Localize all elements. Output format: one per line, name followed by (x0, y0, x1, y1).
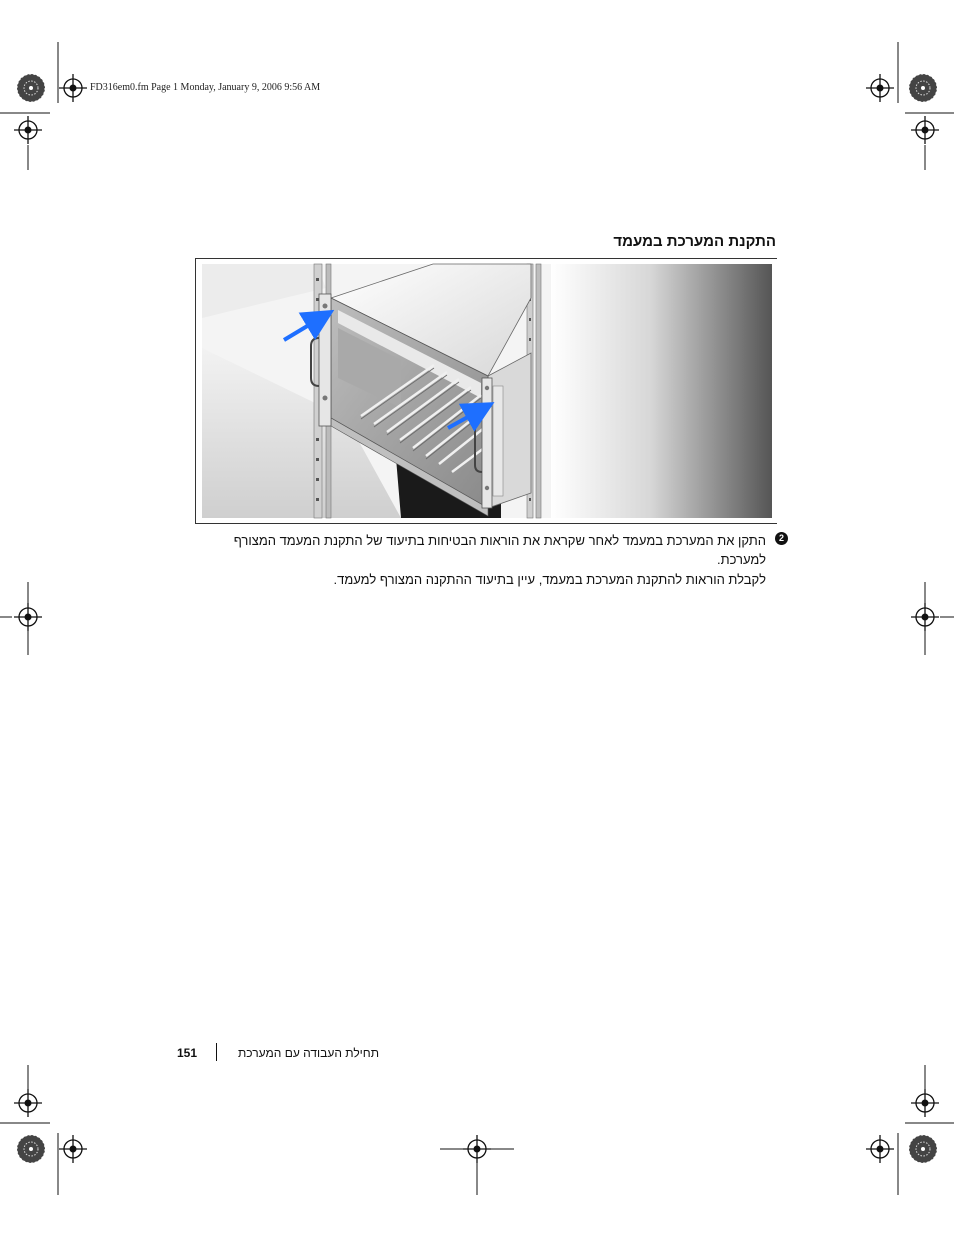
step-2 (226, 531, 784, 569)
chassis-rack-install-illustration (196, 258, 777, 524)
page-number: 151 (177, 1046, 198, 1060)
section-title: התקנת המערכת במעמד (613, 233, 776, 250)
chapter-title: תחילת העבודה עם המערכת (238, 1046, 379, 1060)
note-paragraph: לקבלת הוראות להתקנת המערכת במעמד, עיין בתיעוד ההתקנה המצורף למעמד. (333, 572, 766, 587)
step-number-badge: 2 (775, 532, 788, 545)
footer-separator (216, 1043, 217, 1061)
figure-bottom-rule (195, 523, 777, 524)
rack-install-figure (195, 258, 777, 524)
print-header: FD316em0.fm Page 1 Monday, January 9, 2006 9:56 AM (90, 82, 321, 93)
step-text: התקן את המערכת במעמד לאחר שקראת את הוראות הבטיחות בתיעוד של התקנת המעמד המצורף למערכת. (233, 533, 766, 567)
